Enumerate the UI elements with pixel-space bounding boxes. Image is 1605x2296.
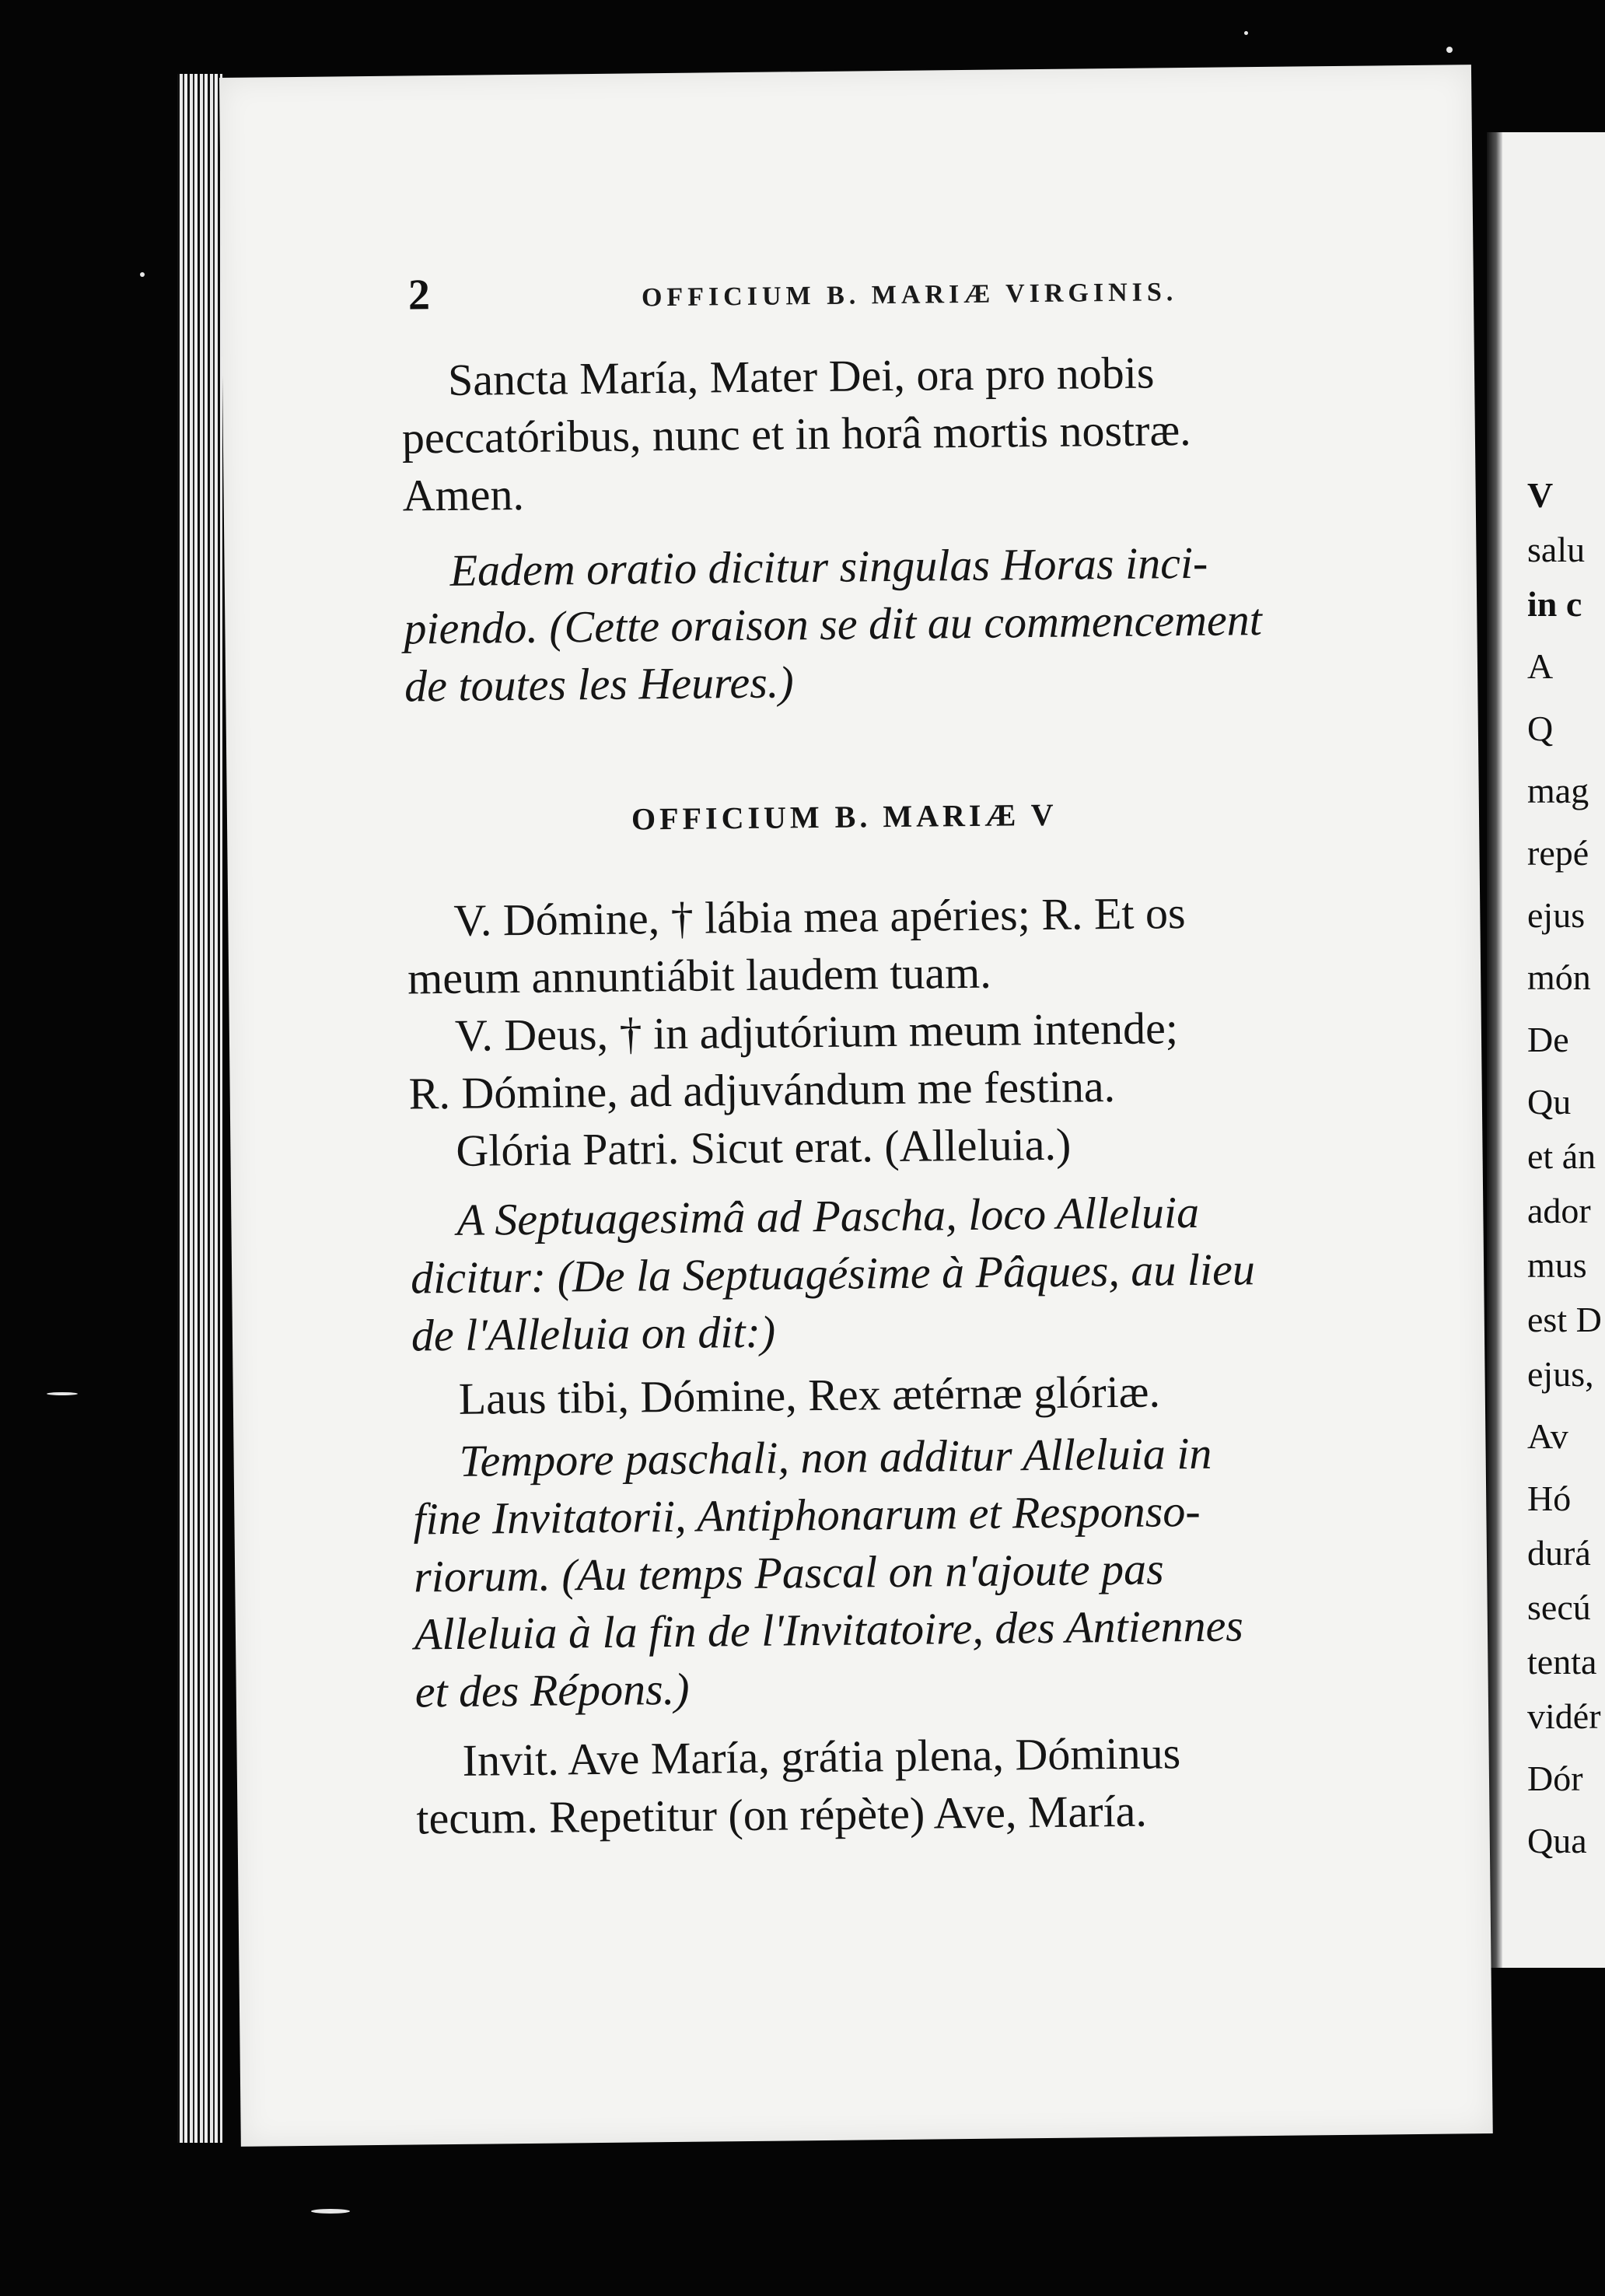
rubric-line: et des Répons.): [414, 1663, 690, 1717]
laus-line: [411, 1360, 1454, 1428]
versicle-line: V. Dómine, † lábia mea apéries; R. Et os: [453, 887, 1186, 946]
facing-line: Q: [1527, 709, 1554, 748]
facing-line: secú: [1527, 1587, 1591, 1627]
facing-line: ejus,: [1527, 1354, 1594, 1394]
rubric-line: A Septuagesimâ ad Pascha, loco Alleluia: [456, 1186, 1200, 1245]
facing-line: mus: [1527, 1245, 1587, 1285]
versicle-line: meum annuntiábit laudem tuam.: [407, 947, 992, 1004]
facing-line: V: [1527, 475, 1554, 515]
invitatory-line: Invit. Ave María, grátia plena, Dóminus: [462, 1727, 1181, 1786]
facing-line: ador: [1527, 1191, 1591, 1230]
facing-line: durá: [1527, 1533, 1591, 1573]
versicles-paragraph: [407, 882, 1452, 1181]
facing-line: salu: [1527, 530, 1586, 569]
section-heading: OFFICIUM B. MARIÆ V: [631, 796, 1058, 837]
scan-speck: [1446, 47, 1453, 53]
facing-line: mag: [1527, 771, 1589, 810]
rubric-line: fine Invitatorii, Antiphonarum et Responso-: [413, 1485, 1201, 1545]
facing-line: món: [1527, 957, 1591, 997]
facing-line: De: [1527, 1020, 1569, 1059]
facing-page-fragment: [1487, 132, 1605, 1968]
facing-line: tenta: [1527, 1642, 1597, 1682]
facing-line: repé: [1527, 833, 1589, 873]
versicle-line: Glória Patri. Sicut erat. (Alleluia.): [456, 1118, 1072, 1176]
rubric-line: de toutes les Heures.): [404, 656, 794, 712]
facing-line: in c: [1527, 584, 1582, 624]
facing-line: ejus: [1527, 895, 1586, 935]
book-page: [219, 65, 1493, 2147]
rubric-line: dicitur: (De la Septuagésime à Pâques, au lieu: [410, 1244, 1256, 1304]
prayer-line: peccatóribus, nunc et in horâ mortis nostræ.: [401, 404, 1191, 464]
prayer-paragraph: [401, 341, 1445, 525]
versicle-line: V. Deus, † in adjutórium meum intende;: [454, 1003, 1179, 1061]
rubric-line: de l'Alleluia on dit:): [411, 1306, 776, 1361]
invitatory-paragraph: [415, 1721, 1458, 1847]
facing-line: Hó: [1527, 1479, 1572, 1518]
prayer-line: Amen.: [402, 468, 525, 521]
rubric-line: Tempore paschali, non additur Alleluia in: [459, 1427, 1212, 1486]
rubric-line: piendo. (Cette oraison se dit au commencement: [404, 594, 1263, 654]
scan-speck: [47, 1392, 78, 1395]
facing-line: Qu: [1527, 1082, 1572, 1122]
laus-text: Laus tibi, Dómine, Rex ætérnæ glóriæ.: [458, 1366, 1161, 1424]
facing-line: Av: [1527, 1416, 1568, 1456]
facing-line: et án: [1527, 1136, 1596, 1176]
facing-line: Qua: [1527, 1821, 1587, 1860]
prayer-line: Sancta María, Mater Dei, ora pro nobis: [447, 347, 1155, 405]
rubric-paragraph: [410, 1181, 1453, 1364]
rubric-line: Eadem oratio dicitur singulas Horas inci-: [449, 537, 1208, 596]
invitatory-line: tecum. Repetitur (on répète) Ave, María.: [416, 1785, 1148, 1844]
scan-speck: [1244, 31, 1248, 35]
book-spine-edges: [177, 74, 222, 2143]
rubric-line: riorum. (Au temps Pascal on n'ajoute pas: [413, 1543, 1164, 1602]
gutter-shadow: [1487, 132, 1502, 1968]
facing-line: Dór: [1527, 1759, 1583, 1798]
versicle-line: R. Dómine, ad adjuvándum me festina.: [408, 1061, 1116, 1119]
rubric-paragraph: [403, 532, 1446, 716]
scan-speck: [140, 272, 145, 277]
facing-line: est D: [1527, 1300, 1602, 1339]
scan-speck: [311, 2209, 350, 2214]
facing-line: A: [1527, 646, 1554, 686]
rubric-line: Alleluia à la fin de l'Invitatoire, des Antiennes: [414, 1600, 1244, 1660]
page-number: 2: [407, 271, 431, 320]
facing-line: vidér: [1527, 1696, 1601, 1736]
running-title: OFFICIUM B. MARIÆ VIRGINIS.: [641, 278, 1178, 313]
rubric-paragraph: [412, 1422, 1457, 1720]
